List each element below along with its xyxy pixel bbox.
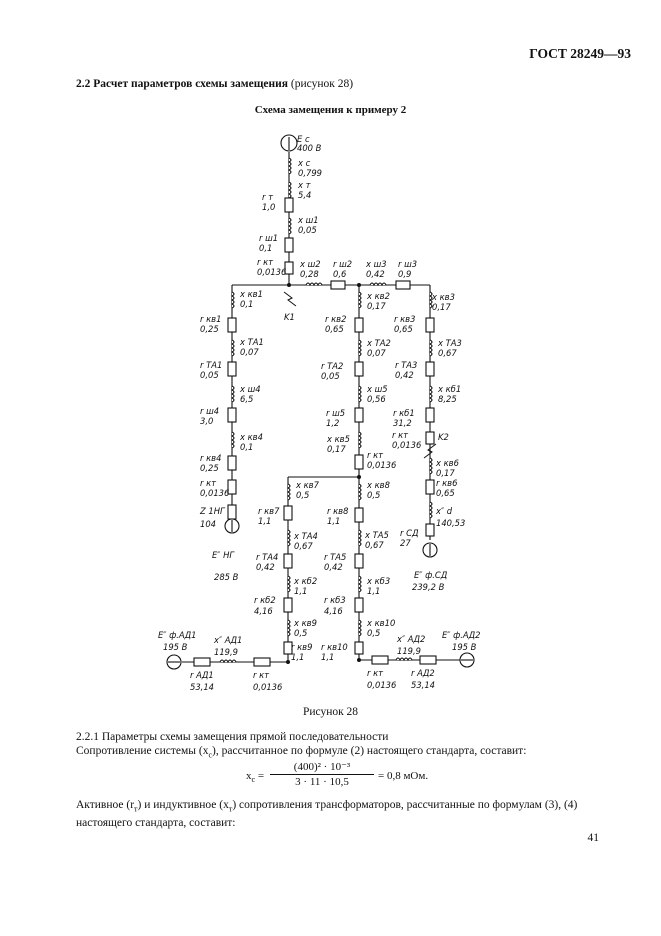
label-rkt-right-val: 0,0136 [392,440,422,450]
rkv6-resistor [426,480,434,494]
label-rkv8-val: 1,1 [327,516,341,526]
label-xsh4-name: x ш4 [240,384,261,394]
rta4-resistor [284,554,292,568]
section-number: 2.2 [76,78,91,90]
label-xkv9-name: x кв9 [294,618,317,628]
label-znh-val: 104 [200,519,216,529]
label-xkv4-val: 0,1 [240,442,254,452]
label-xsh5-val: 0,56 [367,394,386,404]
xad1-inductor [220,660,236,662]
label-xta1-val: 0,07 [240,347,259,357]
label-rkt-bl-name: r кт [253,670,270,680]
label-rsh2-name: r ш2 [333,259,353,269]
label-rkt-right-name: r кт [392,430,409,440]
rkt-right-resistor [426,432,434,444]
xc-inductor [289,158,291,174]
label-rkv7-val: 1,1 [258,516,272,526]
label-xkv2-name: x кв2 [367,291,390,301]
xt-inductor [289,182,291,198]
label-rsh3-val: 0,9 [398,269,412,279]
label-xkv4-name: x кв4 [240,432,263,442]
rta3-resistor [426,362,434,376]
xkb3-inductor [359,576,361,592]
xkv2-inductor [359,292,361,308]
label-xkv5-val: 0,17 [327,444,346,454]
label-rkt-mid-name: r кт [367,450,384,460]
label-xd-name: x″ d [436,506,453,516]
label-xad1-name: x″ АД1 [214,635,243,645]
label-rkv9-val: 1,1 [291,652,305,662]
label-rsh4-val: 3,0 [200,416,214,426]
text-fragment: ) сопротивления трансформаторов, рассчитанные по формулам (3), (4) настоящего стандарта, составит: [76,799,578,830]
label-ead1-name: E″ ф.АД1 [158,630,197,640]
xta3-inductor [430,340,432,356]
rkb3-resistor [355,598,363,612]
label-rkv2-val: 0,65 [325,324,344,334]
xta2-inductor [359,340,361,356]
label-k2: K2 [438,432,449,442]
label-xkb2-name: x кб2 [294,576,318,586]
rkv10-resistor [355,642,363,654]
formula-denominator: 3 · 11 · 10,5 [295,776,349,788]
label-xkb1-val: 8,25 [438,394,457,404]
label-xad2-val: 119,9 [397,646,421,656]
label-xsh2-name: x ш2 [300,259,321,269]
label-xsh3-val: 0,42 [366,269,385,279]
label-ead2-name: E″ ф.АД2 [442,630,481,640]
label-rkv9-name: r кв9 [291,642,313,652]
label-rta3-val: 0,42 [395,370,414,380]
label-xkb3-name: x кб3 [367,576,391,586]
rkv3-resistor [426,318,434,332]
formula-fraction [270,760,374,788]
xkv5-inductor [359,432,361,448]
label-rsh2-val: 0,6 [333,269,347,279]
label-rsh3-name: r ш3 [398,259,418,269]
label-rta4-name: r ТА4 [256,552,279,562]
label-rta3-name: r ТА3 [395,360,418,370]
rad1-resistor [194,658,210,666]
junction-node [357,658,361,662]
rkv2-resistor [355,318,363,332]
label-rkv10-val: 1,1 [321,652,335,662]
rta2-resistor [355,362,363,376]
label-rt-name: r т [262,192,273,202]
xkv6-inductor [430,458,432,474]
rkb1-resistor [426,408,434,422]
label-rkv2-name: r кв2 [325,314,347,324]
label-xt-val: 5,4 [298,190,312,200]
formula-sub: c [251,775,256,785]
rkt-br-resistor [372,656,388,664]
text-fragment: Активное (r [76,799,135,811]
formula-numerator: (400)² · 10⁻³ [270,760,374,775]
label-rta2-name: r ТА2 [321,361,344,371]
label-ec-name: E c [297,134,310,144]
rkt-bl-resistor [254,658,270,666]
label-enh-name: E″ НГ [212,550,235,560]
label-rkt-left-val: 0,0136 [200,488,230,498]
label-xsh1-name: x ш1 [298,215,319,225]
label-rta1-name: r ТА1 [200,360,223,370]
formula-lhs: $x_c$ = [246,770,265,785]
label-rkt-bl-val: 0,0136 [253,682,283,692]
label-xkv7-name: x кв7 [296,480,319,490]
text-fragment: Сопротивление системы (x [76,745,209,757]
label-rkv3-name: r кв3 [394,314,416,324]
label-xta1-name: x ТА1 [240,337,264,347]
label-rad2-name: r АД2 [411,668,435,678]
label-rsh4-name: r ш4 [200,406,220,416]
label-xkv7-val: 0,5 [296,490,310,500]
label-xad2-name: x″ АД2 [397,634,426,644]
label-xta2-val: 0,07 [367,348,386,358]
label-xkb3-val: 1,1 [367,586,381,596]
label-xkb1-name: x кб1 [438,384,462,394]
xsh3-inductor [370,283,386,285]
label-rkb3-name: r кб3 [324,595,346,605]
label-rkt-mid-val: 0,0136 [367,460,397,470]
label-esd-val: 239,2 В [412,582,445,592]
label-xkv1-val: 0,1 [240,299,254,309]
xsh4-inductor [232,386,234,402]
label-rkt-br-val: 0,0136 [367,680,397,690]
label-rad1-name: r АД1 [190,670,214,680]
label-rsh1-name: r ш1 [259,233,279,243]
label-rkv1-val: 0,25 [200,324,219,334]
figure-title: Схема замещения к примеру 2 [254,104,407,116]
label-rkb2-name: r кб2 [254,595,276,605]
text-fragment: ), рассчитанное по формуле (2) настоящего стандарта, составит: [212,745,527,757]
label-rkb2-val: 4,16 [254,606,273,616]
label-rkv1-name: r кв1 [200,314,222,324]
label-rta1-val: 0,05 [200,370,219,380]
label-xta5-val: 0,67 [365,540,384,550]
rkt-mid-resistor [355,455,363,469]
formula-var: x [246,770,252,782]
label-xkv10-val: 0,5 [367,628,381,638]
label-ead1-val: 195 В [163,642,188,652]
label-enh-val: 285 В [214,572,239,582]
label-xd-val: 140,53 [436,518,466,528]
rkv7-resistor [284,506,292,520]
label-xsh3-name: x ш3 [366,259,387,269]
label-rkt-top-val: 0,0136 [257,267,287,277]
label-znh-name: Z 1НГ [200,506,225,516]
rsh3-resistor [396,281,410,289]
paragraph-system-resistance [76,745,526,759]
label-xkb2-val: 1,1 [294,586,308,596]
xsh5-inductor [359,386,361,402]
label-rkv4-name: r кв4 [200,453,222,463]
label-ead2-val: 195 В [452,642,477,652]
label-rsd-val: 27 [400,538,411,548]
label-xkv1-name: x кв1 [240,289,263,299]
rsh4-resistor [228,408,236,422]
label-xsh4-val: 6,5 [240,394,254,404]
section-title: Расчет параметров схемы замещения [93,78,289,90]
paragraph-221: 2.2.1 Параметры схемы замещения прямой последовательности [76,731,389,743]
formula-result: = 0,8 мОм. [378,770,429,782]
rsh2-resistor [331,281,345,289]
label-rsh5-val: 1,2 [326,418,340,428]
label-rad2-val: 53,14 [411,680,435,690]
rkv8-resistor [355,508,363,522]
label-xkv10-name: x кв10 [367,618,396,628]
label-rkt-br-name: r кт [367,668,384,678]
label-xt-name: x т [298,180,311,190]
junction-node [287,283,291,287]
label-k1: K1 [284,312,295,322]
xkv8-inductor [359,484,361,500]
rkv1-resistor [228,318,236,332]
label-rkv4-val: 0,25 [200,463,219,473]
xkv10-inductor [359,620,361,636]
label-xkv9-val: 0,5 [294,628,308,638]
rt-resistor [285,198,293,212]
label-rta2-val: 0,05 [321,371,340,381]
label-xc-name: x c [298,158,311,168]
text-subscript: т [228,804,233,814]
label-xta3-name: x ТА3 [438,338,462,348]
formula-xc [246,760,546,792]
rkv4-resistor [228,456,236,470]
xd-inductor [430,502,432,518]
label-xta2-name: x ТА2 [367,338,391,348]
label-xkv3-name: x кв3 [432,292,455,302]
label-rsh1-val: 0,1 [259,243,273,253]
text-subscript: c [208,750,213,760]
label-xsh2-val: 0,28 [300,269,319,279]
label-xkv8-val: 0,5 [367,490,381,500]
label-rkb1-name: r кб1 [393,408,415,418]
label-xkv6-name: x кв6 [436,458,459,468]
paragraph-transformer-resistance [76,798,596,830]
label-rkv6-val: 0,65 [436,488,455,498]
xsh2-inductor [306,283,322,285]
label-ec-val: 400 В [297,143,322,153]
label-rta4-val: 0,42 [256,562,275,572]
rsh5-resistor [355,408,363,422]
label-rta5-name: r ТА5 [324,552,347,562]
xkb1-inductor [430,386,432,402]
label-rkb1-val: 31,2 [393,418,412,428]
label-rt-val: 1,0 [262,202,276,212]
label-xta5-name: x ТА5 [365,530,389,540]
label-rkv7-name: r кв7 [258,506,280,516]
junction-node [357,283,361,287]
xta1-inductor [232,340,234,356]
label-rkv6-name: r кв6 [436,478,458,488]
xkv7-inductor [288,484,290,500]
junction-node [286,660,290,664]
rsh1-resistor [285,238,293,252]
label-xc-val: 0,799 [298,168,322,178]
text-subscript: т [134,804,138,814]
label-rkt-top-name: r кт [257,257,274,267]
xad2-inductor [396,658,412,660]
label-rkv8-name: r кв8 [327,506,349,516]
label-rad1-val: 53,14 [190,682,214,692]
fault-k1-icon [284,292,296,306]
label-xkv3-val: 0,17 [432,302,451,312]
label-xad1-val: 119,9 [214,647,238,657]
standard-header: ГОСТ 28249—93 [529,46,631,61]
xta4-inductor [288,530,290,546]
text-fragment: ) и индуктивное (x [137,799,229,811]
label-xkv5-name: x кв5 [327,434,350,444]
rta1-resistor [228,362,236,376]
section-ref: (рисунок 28) [290,78,354,90]
rsd-resistor [426,524,434,536]
label-esd-name: E″ ф.СД [414,570,448,580]
label-xsh1-val: 0,05 [298,225,317,235]
label-rsd-name: r СД [400,528,419,538]
rkb2-resistor [284,598,292,612]
label-xkv2-val: 0,17 [367,301,386,311]
label-xta4-name: x ТА4 [294,531,318,541]
label-xkv6-val: 0,17 [436,468,455,478]
xkv9-inductor [288,620,290,636]
xkv4-inductor [232,432,234,448]
label-rkb3-val: 4,16 [324,606,343,616]
label-rsh5-name: r ш5 [326,408,346,418]
label-rta5-val: 0,42 [324,562,343,572]
xta5-inductor [359,530,361,546]
xkb2-inductor [288,576,290,592]
label-rkv3-val: 0,65 [394,324,413,334]
label-rkt-left-name: r кт [200,478,217,488]
label-xsh5-name: x ш5 [367,384,388,394]
xsh1-inductor [289,218,291,234]
rad2-resistor [420,656,436,664]
label-rkv10-name: r кв10 [321,642,348,652]
label-xta3-val: 0,67 [438,348,457,358]
rta5-resistor [355,554,363,568]
label-xkv8-name: x кв8 [367,480,390,490]
znh-resistor [228,505,236,519]
page-number: 41 [587,832,599,844]
figure-caption: Рисунок 28 [302,706,359,718]
label-xta4-val: 0,67 [294,541,313,551]
xkv1-inductor [232,292,234,308]
junction-node [357,475,361,479]
